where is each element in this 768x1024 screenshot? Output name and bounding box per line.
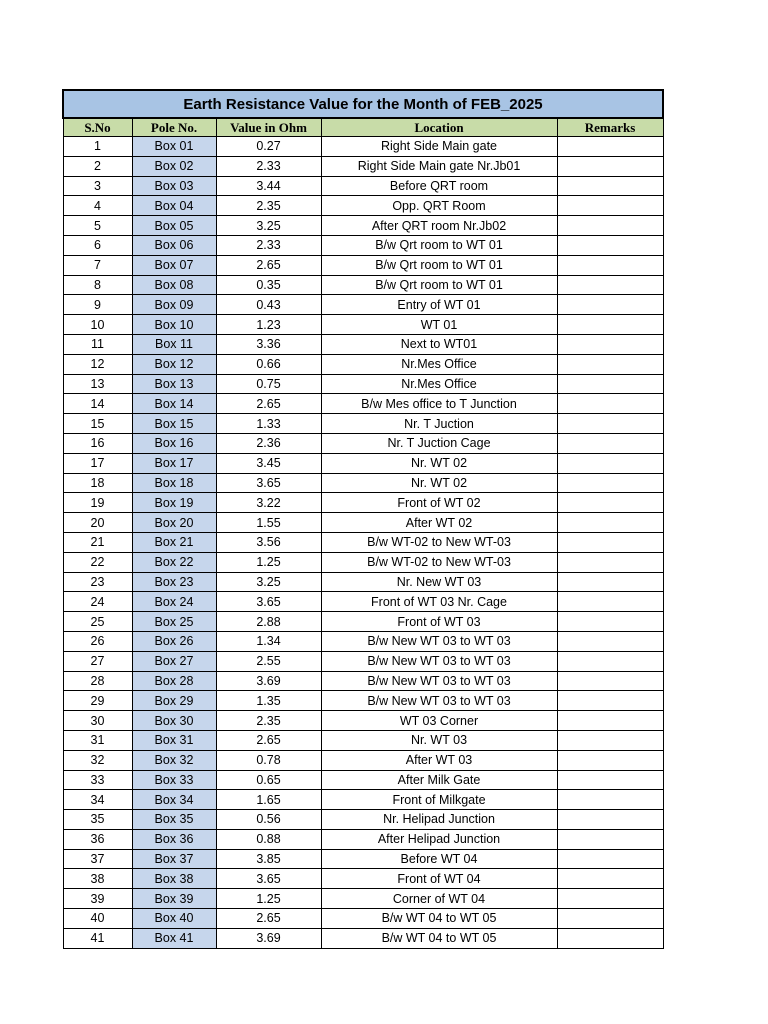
cell-pole: Box 29: [132, 691, 216, 711]
cell-value: 3.65: [216, 869, 321, 889]
table-row: [63, 572, 663, 592]
cell-sno: 12: [63, 354, 132, 374]
cell-sno: 34: [63, 790, 132, 810]
cell-location: Next to WT01: [321, 334, 557, 354]
cell-location: B/w New WT 03 to WT 03: [321, 651, 557, 671]
table-row: [63, 453, 663, 473]
cell-remarks: [557, 532, 663, 552]
cell-remarks: [557, 235, 663, 255]
table-row: [63, 216, 663, 236]
cell-value: 2.65: [216, 255, 321, 275]
cell-value: 3.25: [216, 572, 321, 592]
cell-value: 3.69: [216, 671, 321, 691]
table-row: [63, 354, 663, 374]
cell-remarks: [557, 394, 663, 414]
cell-value: 3.69: [216, 928, 321, 948]
cell-value: 1.35: [216, 691, 321, 711]
table-row: [63, 810, 663, 830]
cell-value: 2.35: [216, 196, 321, 216]
table-row: [63, 849, 663, 869]
cell-location: After QRT room Nr.Jb02: [321, 216, 557, 236]
cell-sno: 29: [63, 691, 132, 711]
cell-pole: Box 37: [132, 849, 216, 869]
cell-pole: Box 32: [132, 750, 216, 770]
cell-remarks: [557, 572, 663, 592]
cell-sno: 7: [63, 255, 132, 275]
cell-sno: 13: [63, 374, 132, 394]
table-row: [63, 176, 663, 196]
cell-remarks: [557, 810, 663, 830]
cell-location: B/w Qrt room to WT 01: [321, 255, 557, 275]
cell-sno: 35: [63, 810, 132, 830]
cell-sno: 27: [63, 651, 132, 671]
table-row: [63, 592, 663, 612]
cell-value: 2.35: [216, 711, 321, 731]
cell-location: B/w New WT 03 to WT 03: [321, 671, 557, 691]
table-row: [63, 235, 663, 255]
cell-pole: Box 33: [132, 770, 216, 790]
cell-location: Right Side Main gate: [321, 137, 557, 157]
table-row: [63, 829, 663, 849]
sheet-title: Earth Resistance Value for the Month of FEB_2025: [63, 90, 663, 118]
table-body: [63, 137, 663, 949]
cell-location: Front of WT 02: [321, 493, 557, 513]
table-row: [63, 631, 663, 651]
cell-pole: Box 04: [132, 196, 216, 216]
table-row: [63, 651, 663, 671]
cell-remarks: [557, 829, 663, 849]
cell-location: After WT 03: [321, 750, 557, 770]
cell-location: B/w New WT 03 to WT 03: [321, 691, 557, 711]
cell-location: Nr. WT 02: [321, 453, 557, 473]
cell-pole: Box 21: [132, 532, 216, 552]
cell-value: 0.78: [216, 750, 321, 770]
header-pole: Pole No.: [132, 118, 216, 137]
cell-pole: Box 23: [132, 572, 216, 592]
cell-value: 1.25: [216, 889, 321, 909]
cell-remarks: [557, 651, 663, 671]
cell-location: Nr. WT 02: [321, 473, 557, 493]
cell-value: 0.56: [216, 810, 321, 830]
cell-sno: 6: [63, 235, 132, 255]
table-row: [63, 513, 663, 533]
cell-value: 0.88: [216, 829, 321, 849]
cell-sno: 30: [63, 711, 132, 731]
table-row: [63, 295, 663, 315]
cell-pole: Box 38: [132, 869, 216, 889]
cell-location: Front of WT 03: [321, 612, 557, 632]
cell-remarks: [557, 612, 663, 632]
header-row: [63, 118, 663, 137]
cell-sno: 21: [63, 532, 132, 552]
cell-location: Nr. T Juction: [321, 414, 557, 434]
table-row: [63, 909, 663, 929]
cell-pole: Box 15: [132, 414, 216, 434]
cell-pole: Box 01: [132, 137, 216, 157]
cell-location: Corner of WT 04: [321, 889, 557, 909]
cell-pole: Box 41: [132, 928, 216, 948]
table-row: [63, 711, 663, 731]
cell-value: 3.44: [216, 176, 321, 196]
table-row: [63, 532, 663, 552]
cell-location: B/w New WT 03 to WT 03: [321, 631, 557, 651]
cell-pole: Box 08: [132, 275, 216, 295]
cell-location: Front of Milkgate: [321, 790, 557, 810]
cell-sno: 23: [63, 572, 132, 592]
cell-sno: 20: [63, 513, 132, 533]
cell-sno: 25: [63, 612, 132, 632]
table-row: [63, 334, 663, 354]
cell-location: Nr. Helipad Junction: [321, 810, 557, 830]
cell-pole: Box 35: [132, 810, 216, 830]
cell-remarks: [557, 275, 663, 295]
cell-value: 0.43: [216, 295, 321, 315]
cell-remarks: [557, 176, 663, 196]
cell-remarks: [557, 433, 663, 453]
cell-sno: 40: [63, 909, 132, 929]
cell-sno: 8: [63, 275, 132, 295]
cell-pole: Box 14: [132, 394, 216, 414]
cell-pole: Box 27: [132, 651, 216, 671]
cell-value: 0.35: [216, 275, 321, 295]
cell-sno: 2: [63, 156, 132, 176]
cell-sno: 26: [63, 631, 132, 651]
cell-value: 3.22: [216, 493, 321, 513]
cell-sno: 36: [63, 829, 132, 849]
cell-value: 2.65: [216, 394, 321, 414]
cell-sno: 38: [63, 869, 132, 889]
cell-remarks: [557, 453, 663, 473]
cell-remarks: [557, 869, 663, 889]
cell-location: After Helipad Junction: [321, 829, 557, 849]
cell-location: Nr.Mes Office: [321, 374, 557, 394]
resistance-table: [62, 89, 664, 949]
cell-remarks: [557, 137, 663, 157]
cell-value: 2.88: [216, 612, 321, 632]
cell-location: Entry of WT 01: [321, 295, 557, 315]
table-row: [63, 612, 663, 632]
table-row: [63, 552, 663, 572]
cell-remarks: [557, 671, 663, 691]
cell-sno: 32: [63, 750, 132, 770]
table-row: [63, 770, 663, 790]
cell-location: Before WT 04: [321, 849, 557, 869]
cell-pole: Box 05: [132, 216, 216, 236]
table-row: [63, 374, 663, 394]
cell-remarks: [557, 552, 663, 572]
cell-remarks: [557, 711, 663, 731]
cell-sno: 11: [63, 334, 132, 354]
cell-remarks: [557, 493, 663, 513]
cell-value: 1.33: [216, 414, 321, 434]
cell-location: WT 03 Corner: [321, 711, 557, 731]
cell-location: B/w Qrt room to WT 01: [321, 275, 557, 295]
cell-remarks: [557, 414, 663, 434]
table-row: [63, 275, 663, 295]
cell-pole: Box 17: [132, 453, 216, 473]
cell-remarks: [557, 849, 663, 869]
cell-remarks: [557, 156, 663, 176]
cell-remarks: [557, 354, 663, 374]
cell-sno: 1: [63, 137, 132, 157]
cell-pole: Box 25: [132, 612, 216, 632]
cell-pole: Box 18: [132, 473, 216, 493]
cell-sno: 4: [63, 196, 132, 216]
cell-value: 1.23: [216, 315, 321, 335]
cell-value: 0.27: [216, 137, 321, 157]
table-row: [63, 137, 663, 157]
cell-remarks: [557, 592, 663, 612]
cell-location: Nr.Mes Office: [321, 354, 557, 374]
table-row: [63, 790, 663, 810]
cell-location: B/w Mes office to T Junction: [321, 394, 557, 414]
cell-remarks: [557, 928, 663, 948]
cell-location: Opp. QRT Room: [321, 196, 557, 216]
cell-sno: 28: [63, 671, 132, 691]
cell-sno: 10: [63, 315, 132, 335]
table-row: [63, 869, 663, 889]
header-sno: S.No: [63, 118, 132, 137]
cell-pole: Box 28: [132, 671, 216, 691]
cell-pole: Box 34: [132, 790, 216, 810]
cell-pole: Box 03: [132, 176, 216, 196]
cell-value: 1.65: [216, 790, 321, 810]
cell-sno: 17: [63, 453, 132, 473]
cell-value: 3.85: [216, 849, 321, 869]
cell-location: Right Side Main gate Nr.Jb01: [321, 156, 557, 176]
cell-value: 2.33: [216, 156, 321, 176]
cell-pole: Box 02: [132, 156, 216, 176]
cell-pole: Box 24: [132, 592, 216, 612]
cell-sno: 31: [63, 730, 132, 750]
table-row: [63, 433, 663, 453]
title-row: [63, 90, 663, 118]
cell-value: 1.25: [216, 552, 321, 572]
cell-sno: 39: [63, 889, 132, 909]
cell-location: Before QRT room: [321, 176, 557, 196]
cell-location: B/w WT-02 to New WT-03: [321, 552, 557, 572]
table-row: [63, 928, 663, 948]
cell-pole: Box 22: [132, 552, 216, 572]
cell-remarks: [557, 334, 663, 354]
cell-sno: 22: [63, 552, 132, 572]
cell-sno: 41: [63, 928, 132, 948]
cell-pole: Box 31: [132, 730, 216, 750]
cell-sno: 3: [63, 176, 132, 196]
cell-value: 1.55: [216, 513, 321, 533]
cell-location: Nr. T Juction Cage: [321, 433, 557, 453]
table-row: [63, 730, 663, 750]
cell-remarks: [557, 691, 663, 711]
cell-pole: Box 10: [132, 315, 216, 335]
cell-value: 0.75: [216, 374, 321, 394]
cell-sno: 14: [63, 394, 132, 414]
table-row: [63, 255, 663, 275]
cell-pole: Box 26: [132, 631, 216, 651]
cell-remarks: [557, 255, 663, 275]
cell-pole: Box 39: [132, 889, 216, 909]
cell-pole: Box 09: [132, 295, 216, 315]
cell-value: 2.65: [216, 730, 321, 750]
cell-remarks: [557, 196, 663, 216]
cell-sno: 33: [63, 770, 132, 790]
cell-pole: Box 07: [132, 255, 216, 275]
cell-pole: Box 12: [132, 354, 216, 374]
cell-location: B/w Qrt room to WT 01: [321, 235, 557, 255]
cell-value: 2.55: [216, 651, 321, 671]
cell-value: 0.66: [216, 354, 321, 374]
cell-location: B/w WT-02 to New WT-03: [321, 532, 557, 552]
cell-sno: 24: [63, 592, 132, 612]
table-row: [63, 394, 663, 414]
cell-value: 2.33: [216, 235, 321, 255]
cell-sno: 15: [63, 414, 132, 434]
table-row: [63, 473, 663, 493]
cell-remarks: [557, 750, 663, 770]
cell-remarks: [557, 295, 663, 315]
cell-value: 2.36: [216, 433, 321, 453]
cell-location: Nr. WT 03: [321, 730, 557, 750]
cell-sno: 9: [63, 295, 132, 315]
cell-remarks: [557, 770, 663, 790]
table-row: [63, 315, 663, 335]
cell-pole: Box 36: [132, 829, 216, 849]
table-row: [63, 889, 663, 909]
cell-value: 3.56: [216, 532, 321, 552]
cell-remarks: [557, 513, 663, 533]
cell-sno: 37: [63, 849, 132, 869]
cell-pole: Box 16: [132, 433, 216, 453]
cell-value: 3.65: [216, 592, 321, 612]
cell-location: B/w WT 04 to WT 05: [321, 928, 557, 948]
cell-location: Front of WT 04: [321, 869, 557, 889]
cell-sno: 16: [63, 433, 132, 453]
cell-value: 3.36: [216, 334, 321, 354]
cell-value: 2.65: [216, 909, 321, 929]
table-row: [63, 196, 663, 216]
cell-sno: 19: [63, 493, 132, 513]
header-value: Value in Ohm: [216, 118, 321, 137]
table-row: [63, 750, 663, 770]
cell-location: B/w WT 04 to WT 05: [321, 909, 557, 929]
cell-pole: Box 30: [132, 711, 216, 731]
cell-pole: Box 20: [132, 513, 216, 533]
cell-location: After WT 02: [321, 513, 557, 533]
cell-value: 3.25: [216, 216, 321, 236]
cell-remarks: [557, 216, 663, 236]
cell-remarks: [557, 790, 663, 810]
cell-value: 1.34: [216, 631, 321, 651]
cell-pole: Box 13: [132, 374, 216, 394]
cell-pole: Box 11: [132, 334, 216, 354]
cell-sno: 5: [63, 216, 132, 236]
cell-location: WT 01: [321, 315, 557, 335]
cell-pole: Box 06: [132, 235, 216, 255]
table-row: [63, 671, 663, 691]
resistance-sheet: [62, 89, 662, 949]
header-location: Location: [321, 118, 557, 137]
cell-remarks: [557, 374, 663, 394]
cell-remarks: [557, 473, 663, 493]
table-row: [63, 414, 663, 434]
header-remarks: Remarks: [557, 118, 663, 137]
cell-remarks: [557, 889, 663, 909]
cell-remarks: [557, 315, 663, 335]
cell-remarks: [557, 730, 663, 750]
table-row: [63, 156, 663, 176]
table-row: [63, 493, 663, 513]
cell-location: Nr. New WT 03: [321, 572, 557, 592]
cell-pole: Box 19: [132, 493, 216, 513]
cell-pole: Box 40: [132, 909, 216, 929]
cell-remarks: [557, 631, 663, 651]
table-row: [63, 691, 663, 711]
cell-location: After Milk Gate: [321, 770, 557, 790]
cell-location: Front of WT 03 Nr. Cage: [321, 592, 557, 612]
cell-remarks: [557, 909, 663, 929]
cell-value: 3.45: [216, 453, 321, 473]
cell-value: 0.65: [216, 770, 321, 790]
cell-value: 3.65: [216, 473, 321, 493]
cell-sno: 18: [63, 473, 132, 493]
